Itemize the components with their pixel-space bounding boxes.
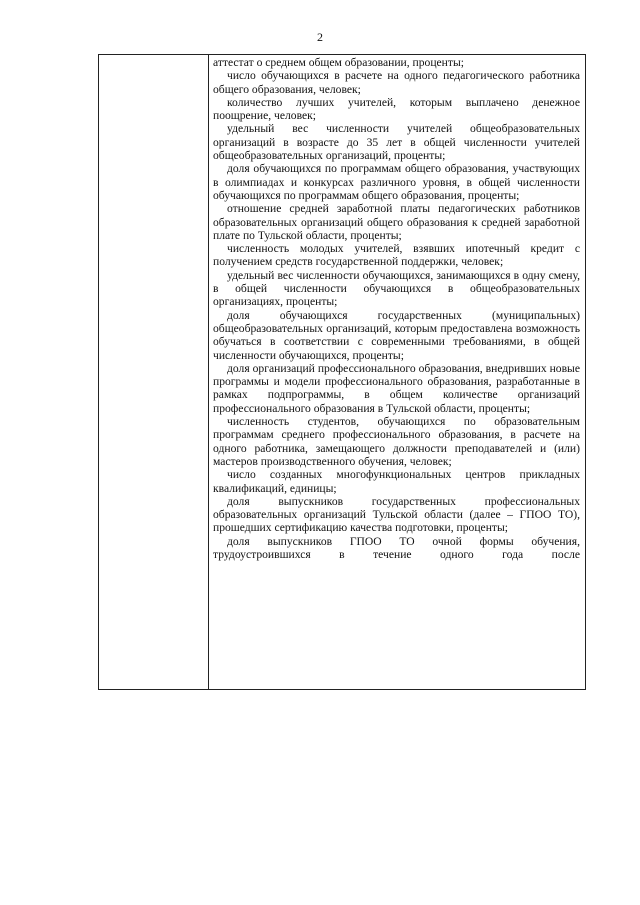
list-item: отношение средней заработной платы педагогических работников образовательных организаций общего образования к средней заработной плате по Тульской области, проценты; bbox=[213, 202, 580, 242]
list-item: число созданных многофункциональных центров прикладных квалификаций, единицы; bbox=[213, 468, 580, 495]
list-item: аттестат о среднем общем образовании, проценты; bbox=[213, 56, 464, 69]
list-item: доля обучающихся государственных (муниципальных) общеобразовательных организаций, которым предоставлена возможность обучаться в соответствии с современными требованиями, в общей численности обучающихся, проценты; bbox=[213, 308, 580, 362]
document-table bbox=[98, 54, 586, 690]
list-item: число обучающихся в расчете на одного педагогического работника общего образования, человек; bbox=[213, 69, 580, 96]
list-item: удельный вес численности учителей общеобразовательных организаций в возрасте до 35 лет в общей численности учителей общеобразовательных организаций, проценты; bbox=[213, 122, 580, 163]
list-item: доля выпускников ГПОО ТО очной формы обучения, трудоустроившихся в течение одного года после bbox=[213, 534, 580, 561]
list-item: удельный вес численности обучающихся, занимающихся в одну смену, в общей численности обучающихся в общеобразовательных организациях, проценты; bbox=[213, 268, 580, 309]
table-left-column bbox=[99, 55, 209, 689]
list-item: количество лучших учителей, которым выплачено денежное поощрение, человек; bbox=[213, 95, 580, 123]
list-item: доля организаций профессионального образования, внедривших новые программы и модели профессионального образования, разработанные в рамках подпрограммы, в общем количестве организаций профессионального образования в Тульской области, проценты; bbox=[213, 361, 580, 415]
list-item: численность студентов, обучающихся по образовательным программам среднего профессионального образования, в расчете на одного работника, замещающего должности преподавателей и (или) мастеров производственного обучения, человек; bbox=[213, 415, 580, 468]
page-number: 2 bbox=[317, 30, 323, 44]
list-item: доля обучающихся по программам общего образования, участвующих в олимпиадах и конкурсах различного уровня, в общей численности обучающихся по программам общего образования, проценты; bbox=[213, 162, 580, 202]
table-right-column bbox=[209, 55, 585, 689]
list-item: численность молодых учителей, взявших ипотечный кредит с получением средств государственной поддержки, человек; bbox=[213, 242, 580, 269]
list-item: доля выпускников государственных профессиональных образовательных организаций Тульской области (далее – ГПОО ТО), прошедших сертификацию качества подготовки, проценты; bbox=[213, 494, 580, 535]
